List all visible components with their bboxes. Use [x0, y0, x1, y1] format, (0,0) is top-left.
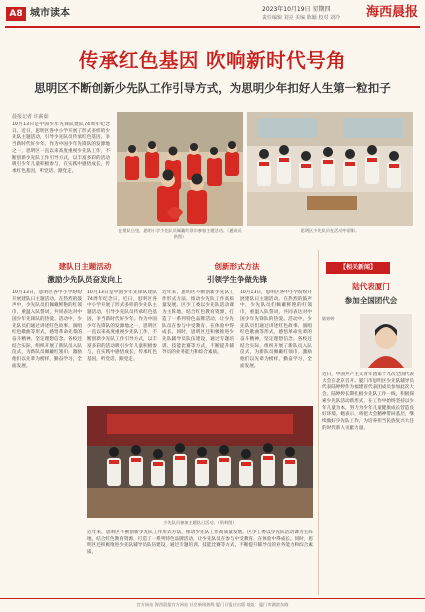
section1-subtitle: 激励少先队员奋发向上 — [47, 275, 123, 284]
photo2-caption: 思明区少先队员在活动中留影。 — [300, 228, 360, 233]
section2-text-col1: 近年来，思明区不断创新少先队工作形式方法，推动少先队工作高质量发展。区少工委以少先队活动课为主阵地，结合红色教育资源，打造了一系列特色品牌活动，让少先队员在参与中受教育、在体验中得成长。同时，思明区还积极推进少先队辅导员队伍建设，通过专题培训、技能比赛等方式，不断提升辅导员的业务能力和综合素质。 — [162, 290, 234, 356]
photo-classroom — [247, 112, 413, 226]
section-title: 城市读本 — [30, 8, 70, 19]
page-footer: 官方网站 海西晨报官方网站 社会新闻热线 厦门日报社出版 地址：厦门市湖滨东路 — [0, 598, 425, 612]
page-header — [0, 0, 425, 26]
sidebar-divider — [318, 250, 319, 595]
related-news-tag: 【相关新闻】 — [326, 262, 390, 274]
sidebar-title-2: 参加全国团代会 — [344, 296, 398, 305]
photo-stage — [87, 406, 313, 518]
portrait-caption: 陆婷婷 — [322, 316, 335, 321]
dateline: 2023年10月19日 星期四 — [262, 6, 331, 13]
subheadline: 思明区不断创新少先队工作引导方式，为思明少年扣好人生第一粒扣子 — [34, 81, 391, 95]
section2-subtitle: 引领学生争做先锋 — [207, 275, 267, 284]
photo3-caption: 少先队员参加主题队日活动。（资料图） — [163, 520, 237, 525]
lead-text: 10月13日是中国少年先锋队建队74周年纪念日。近日，思明区各中小学开展了形式多样的少先队主题活动，引导少先队员传承红色基因，争当新时代好少年。作为中国少年先锋队的发源地之一，思明区一直以来高度重视少先队工作，不断创新少先队工作引导方式，以丰富多彩的活动吸引少年儿童积极参与，在实践中感悟成长，传承红色基因，听党话、跟党走。 — [12, 122, 110, 174]
section1-title: 建队日主题活动 — [58, 262, 112, 271]
headline: 传承红色基因 吹响新时代号角 — [78, 49, 347, 72]
closing-text: 近年来，思明区不断创新少先队工作形式方法，推动少先队工作高质量发展。区少工委以少先队活动课为主阵地，结合红色教育资源，打造了一系列特色品牌活动，让少先队员在参与中受教育、在体验中得成长。同时，思明区还积极推进少先队辅导员队伍建设，通过专题培训、技能比赛等方式，不断提升辅导员的业务能力和综合素质。 — [87, 530, 313, 556]
editor-line: 责任编辑 刘亮 美编 陈颖 校对 刘玲 — [262, 15, 340, 21]
section2-title: 创新形式方法 — [214, 262, 260, 271]
portrait-photo — [360, 314, 412, 368]
byline: 晨报记者 许薪茹 — [12, 114, 49, 120]
photo1-caption: 在建队日里，思明小学少先队员佩戴红领巾参加主题活动。（通讯员供图） — [118, 228, 242, 239]
section2-text-col2: 10月13日，思明区各中小学纷纷开展建队日主题活动。在热烈的鼓声中，少先队员们佩戴鲜艳的红领巾，重温入队誓词，共同表达对中国少年先锋队的热爱。活动中，少先队员们通过讲述红色故事、演唱红色歌曲等形式，感悟革命先辈的奋斗精神，坚定理想信念。各校还结合实际，组织开展了新队员入队仪式，为新队员佩戴红领巾，激励他们以先辈为榜样，勤奋学习，全面发展。 — [240, 290, 312, 369]
newspaper-logo: 海西晨报 — [365, 5, 418, 20]
section1-text-col1: 10月13日，思明区各中小学纷纷开展建队日主题活动。在热烈的鼓声中，少先队员们佩戴鲜艳的红领巾，重温入队誓词，共同表达对中国少年先锋队的热爱。活动中，少先队员们通过讲述红色故事、演唱红色歌曲等形式，感悟革命先辈的奋斗精神，坚定理想信念。各校还结合实际，组织开展了新队员入队仪式，为新队员佩戴红领巾，激励他们以先辈为榜样，勤奋学习，全面发展。 — [12, 290, 82, 369]
sidebar-text: 近日，中国共产主义青年团第十九次全国代表大会在北京召开。厦门市思明区少先队辅导员代表陆婷婷作为福建省代表团成员参加此次大会。陆婷婷长期扎根少先队工作一线，积极探索少先队活动新形式，在工作中始终坚持以少年儿童为本，努力为少年儿童健康成长营造良好环境。她表示，将把大会精神带回基层，继续做好少先队工作，为培养担当民族复兴大任的时代新人贡献力量。 — [322, 372, 414, 431]
header-rule — [5, 26, 420, 28]
section1-text-col2: 10月13日是中国少年先锋队建队74周年纪念日。近日，思明区各中小学开展了形式多样的少先队主题活动，引导少先队员传承红色基因，争当新时代好少年。作为中国少年先锋队的发源地之一，思明区一直以来高度重视少先队工作，不断创新少先队工作引导方式，以丰富多彩的活动吸引少年儿童积极参与，在实践中感悟成长，传承红色基因，听党话、跟党走。 — [87, 290, 157, 363]
sidebar-title-1: 陆代表厦门 — [352, 282, 390, 291]
photo-children-red — [117, 112, 243, 226]
page-number-tag: A8 — [6, 7, 26, 21]
